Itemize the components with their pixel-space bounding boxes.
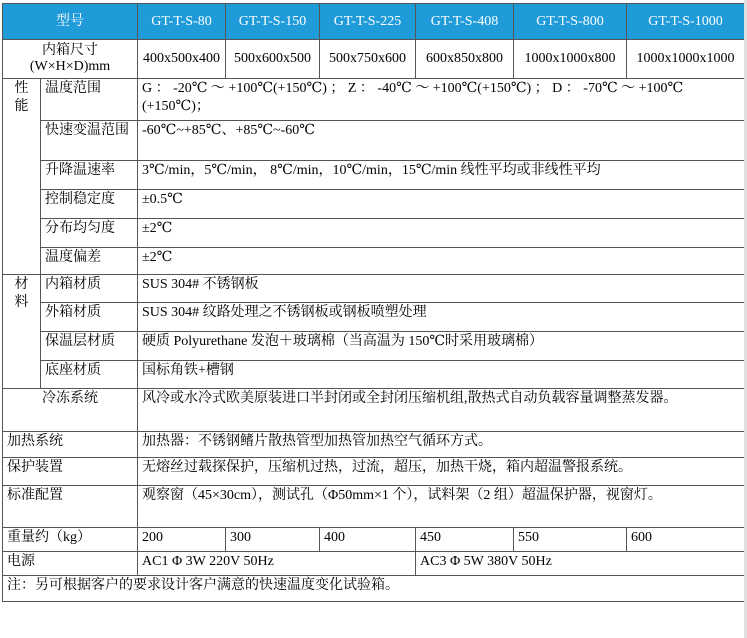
group-char: 能 [14, 99, 29, 114]
perf-row-rate [3, 161, 745, 190]
row-label: 加热系统 [3, 432, 138, 458]
dimensions-label: 内箱尺寸 (W×H×D)mm [3, 40, 138, 79]
row-label: 冷冻系统 [3, 389, 138, 432]
materials-group-label [3, 275, 41, 389]
weight-cell: 200 [138, 528, 226, 552]
row-label: 电源 [3, 552, 138, 576]
row-value: 硬质 Polyurethane 发泡＋玻璃棉（当高温为 150℃时采用玻璃棉） [138, 332, 745, 361]
note-text: 注：另可根据客户的要求设计客户满意的快速温度变化试验箱。 [3, 576, 745, 602]
power-three-phase: AC3 Φ 5W 380V 50Hz [416, 552, 745, 576]
model-cell: GT-T-S-408 [416, 4, 514, 40]
weight-cell: 300 [226, 528, 320, 552]
row-value: 加热器：不锈钢鳍片散热管型加热管加热空气循环方式。 [138, 432, 745, 458]
row-label: 控制稳定度 [41, 190, 138, 219]
dimension-cell: 1000x1000x800 [514, 40, 627, 79]
header-row [3, 4, 745, 40]
group-char: 料 [14, 295, 29, 310]
model-cell: GT-T-S-800 [514, 4, 627, 40]
group-char: 性 [14, 81, 29, 96]
row-label: 标准配置 [3, 486, 138, 528]
standard-row [3, 486, 745, 528]
row-label: 快速变温范围 [41, 121, 138, 161]
perf-row-fast-change [3, 121, 745, 161]
weight-cell: 400 [320, 528, 416, 552]
model-cell: GT-T-S-150 [226, 4, 320, 40]
row-value: 3℃/min，5℃/min， 8℃/min，10℃/min，15℃/min 线性平均或非线性平均 [138, 161, 745, 190]
dimensions-row [3, 40, 745, 79]
power-single-phase: AC1 Φ 3W 220V 50Hz [138, 552, 416, 576]
mat-row-insulation [3, 332, 745, 361]
row-label: 温度偏差 [41, 248, 138, 275]
dimension-cell: 1000x1000x1000 [627, 40, 745, 79]
row-value: 风冷或水冷式欧美原装进口半封闭或全封闭压缩机组,散热式自动负载容量调整蒸发器。 [138, 389, 745, 432]
dimension-cell: 600x850x800 [416, 40, 514, 79]
weight-cell: 600 [627, 528, 745, 552]
dimension-cell: 400x500x400 [138, 40, 226, 79]
perf-row-deviation [3, 248, 745, 275]
row-label: 外箱材质 [41, 303, 138, 332]
refrigeration-row [3, 389, 745, 432]
model-label: 型号 [3, 4, 138, 40]
perf-row-uniformity [3, 219, 745, 248]
row-value: ±2℃ [138, 248, 745, 275]
mat-row-outer [3, 303, 745, 332]
row-value: -60℃~+85℃、+85℃~-60℃ [138, 121, 745, 161]
row-value: 国标角铁+槽钢 [138, 361, 745, 389]
note-row [3, 576, 745, 602]
weight-cell: 550 [514, 528, 627, 552]
row-label: 内箱材质 [41, 275, 138, 303]
perf-row-temp-range [3, 79, 745, 121]
row-value: ±0.5℃ [138, 190, 745, 219]
model-cell: GT-T-S-80 [138, 4, 226, 40]
row-value: SUS 304# 纹路处理之不锈钢板或钢板喷塑处理 [138, 303, 745, 332]
power-row [3, 552, 745, 576]
row-label: 重量约（kg） [3, 528, 138, 552]
row-label: 保护装置 [3, 458, 138, 486]
group-char: 材 [14, 277, 29, 292]
performance-group-label [3, 79, 41, 275]
perf-row-stability [3, 190, 745, 219]
dimension-cell: 500x600x500 [226, 40, 320, 79]
spec-table [2, 3, 745, 602]
model-cell: GT-T-S-225 [320, 4, 416, 40]
row-value: SUS 304# 不锈钢板 [138, 275, 745, 303]
row-label: 温度范围 [41, 79, 138, 121]
row-value: 观察窗（45×30cm），测试孔（Φ50mm×1 个），试料架（2 组）超温保护器，视窗灯。 [138, 486, 745, 528]
weight-row [3, 528, 745, 552]
row-label: 底座材质 [41, 361, 138, 389]
mat-row-base [3, 361, 745, 389]
heating-row [3, 432, 745, 458]
row-value: 无熔丝过载探保护，压缩机过热，过流，超压，加热干烧，箱内超温警报系统。 [138, 458, 745, 486]
row-label: 升降温速率 [41, 161, 138, 190]
model-cell: GT-T-S-1000 [627, 4, 745, 40]
protection-row [3, 458, 745, 486]
dimension-cell: 500x750x600 [320, 40, 416, 79]
mat-row-inner [3, 275, 745, 303]
row-value: G ： -20℃ ～ +100℃(+150℃) ； Z ： -40℃ ～ +100℃(+150℃) ； D ： -70℃ ～ +100℃(+150℃)； [138, 79, 745, 121]
row-label: 保温层材质 [41, 332, 138, 361]
row-label: 分布均匀度 [41, 219, 138, 248]
weight-cell: 450 [416, 528, 514, 552]
row-value: ±2℃ [138, 219, 745, 248]
